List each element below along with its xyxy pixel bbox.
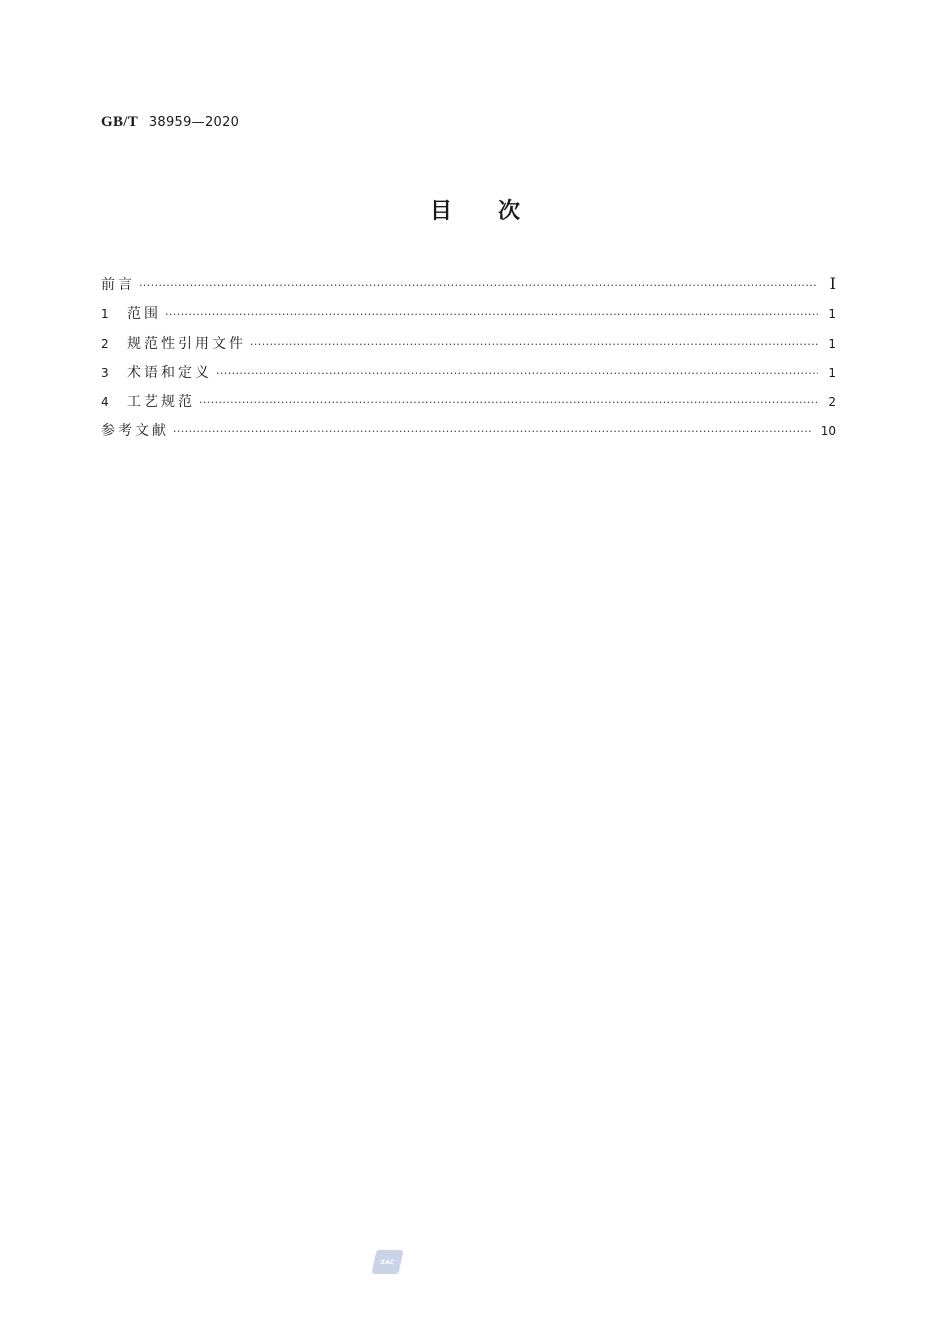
page-title: 目次: [429, 199, 566, 224]
standard-header: [101, 114, 239, 131]
toc-page-number: 10: [820, 424, 836, 439]
standard-code: GB/T: [101, 114, 139, 130]
toc-entry-scope[interactable]: [101, 303, 836, 332]
sac-watermark-logo: [371, 1250, 403, 1274]
toc-page-number: 1: [828, 307, 836, 322]
toc-page-number: 2: [828, 395, 836, 410]
toc-page-number: Ⅰ: [829, 276, 836, 293]
toc-entry-foreword[interactable]: [101, 274, 836, 303]
watermark-text: SAC: [379, 1258, 396, 1266]
toc-entry-title: 前言: [101, 277, 135, 293]
toc-entry-normative-references[interactable]: [101, 333, 836, 362]
toc-entry-title: 参考文献: [101, 423, 169, 440]
toc-entry-terms-definitions[interactable]: [101, 362, 836, 391]
toc-leader-dots: [199, 396, 818, 409]
toc-page-number: 1: [828, 365, 836, 380]
toc-leader-dots: [165, 308, 818, 321]
toc-page-number: 1: [828, 336, 836, 351]
toc-leader-dots: [216, 367, 818, 380]
table-of-contents: [101, 274, 836, 450]
toc-section-number: 4: [101, 395, 109, 410]
standard-number: 38959—2020: [148, 115, 240, 130]
toc-leader-dots: [139, 279, 818, 292]
toc-entry-process-specification[interactable]: [101, 391, 836, 420]
toc-section-number: 3: [101, 365, 109, 380]
toc-leader-dots: [173, 425, 813, 438]
toc-section-number: 1: [101, 307, 109, 322]
toc-entry-bibliography[interactable]: [101, 420, 836, 449]
toc-section-number: 2: [101, 336, 109, 351]
toc-entry-title: 术语和定义: [127, 364, 212, 381]
toc-entry-title: 规范性引用文件: [127, 335, 246, 352]
toc-entry-title: 范围: [127, 306, 161, 323]
toc-entry-title: 工艺规范: [127, 394, 195, 411]
toc-leader-dots: [250, 338, 818, 351]
